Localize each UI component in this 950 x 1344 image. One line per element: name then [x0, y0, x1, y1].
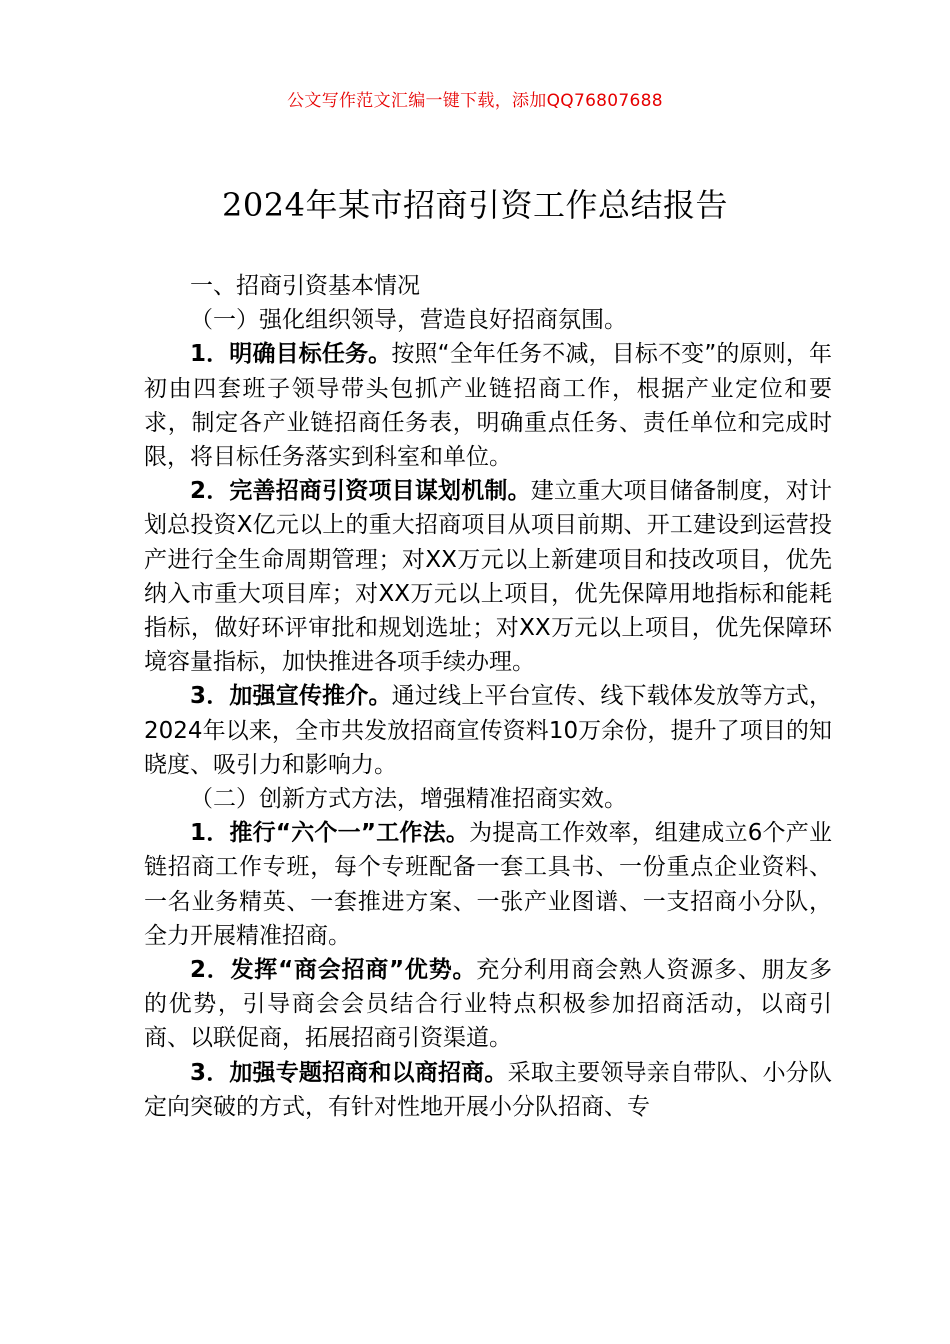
paragraph-item: [144, 337, 832, 474]
paragraph-lead: 1．明确目标任务。: [190, 341, 392, 368]
paragraph-lead: 2．完善招商引资项目谋划机制。: [190, 478, 531, 505]
paragraph-text: （一）强化组织领导，营造良好招商氛围。: [190, 307, 627, 334]
paragraph-item: [144, 679, 832, 782]
paragraph-item: [144, 1056, 832, 1124]
paragraph-item: [144, 953, 832, 1056]
paragraph-text: 通过线上平台宣传、线下载体发放等方式，2024年以来，全市共发放招商宣传资料10万余份，提升了项目的知晓度、吸引力和影响力。: [144, 683, 832, 778]
document-title: 2024年某市招商引资工作总结报告: [222, 186, 728, 224]
paragraph-text: 采取主要领导亲自带队、小分队定向突破的方式，有针对性地开展小分队招商、专: [144, 1059, 832, 1120]
subsection-heading-1: [144, 303, 832, 337]
document-body: [144, 269, 832, 1124]
paragraph-item: [144, 816, 832, 953]
paragraph-lead: 1．推行“六个一”工作法。: [190, 820, 470, 847]
paragraph-text: 一、招商引资基本情况: [190, 273, 420, 299]
paragraph-text: 为提高工作效率，组建成立6个产业链招商工作专班，每个专班配备一套工具书、一份重点企业资料、一名业务精英、一套推进方案、一张产业图谱、一支招商小分队，全力开展精准招商。: [144, 820, 832, 949]
paragraph-lead: 3．加强宣传推介。: [190, 683, 392, 710]
paragraph-text: 按照“全年任务不减，目标不变”的原则，年初由四套班子领导带头包抓产业链招商工作，根据产业定位和要求，制定各产业链招商任务表，明确重点任务、责任单位和完成时限，将目标任务落实到科室和单位。: [144, 341, 832, 471]
paragraph-item: [144, 474, 832, 679]
paragraph-lead: 3．加强专题招商和以商招商。: [190, 1059, 508, 1086]
section-heading-1: [144, 269, 832, 303]
paragraph-text: 充分利用商会熟人资源多、朋友多的优势，引导商会会员结合行业特点积极参加招商活动，以商引商、以联促商，拓展招商引资渠道。: [144, 957, 832, 1052]
paragraph-lead: 2．发挥“商会招商”优势。: [190, 957, 477, 984]
paragraph-text: （二）创新方式方法，增强精准招商实效。: [190, 786, 627, 813]
subsection-heading-2: [144, 782, 832, 816]
paragraph-text: 建立重大项目储备制度，对计划总投资X亿元以上的重大招商项目从项目前期、开工建设到运营投产进行全生命周期管理；对XX万元以上新建项目和技改项目，优先纳入市重大项目库；对XX万元以上项目，优先保障用地指标和能耗指标，做好环评审批和规划选址；对XX万元以上项目，优先保障环境容量指标，加快推进各项手续办理。: [144, 478, 832, 676]
header-download-note: 公文写作范文汇编一键下载，添加QQ76807688: [287, 91, 663, 111]
